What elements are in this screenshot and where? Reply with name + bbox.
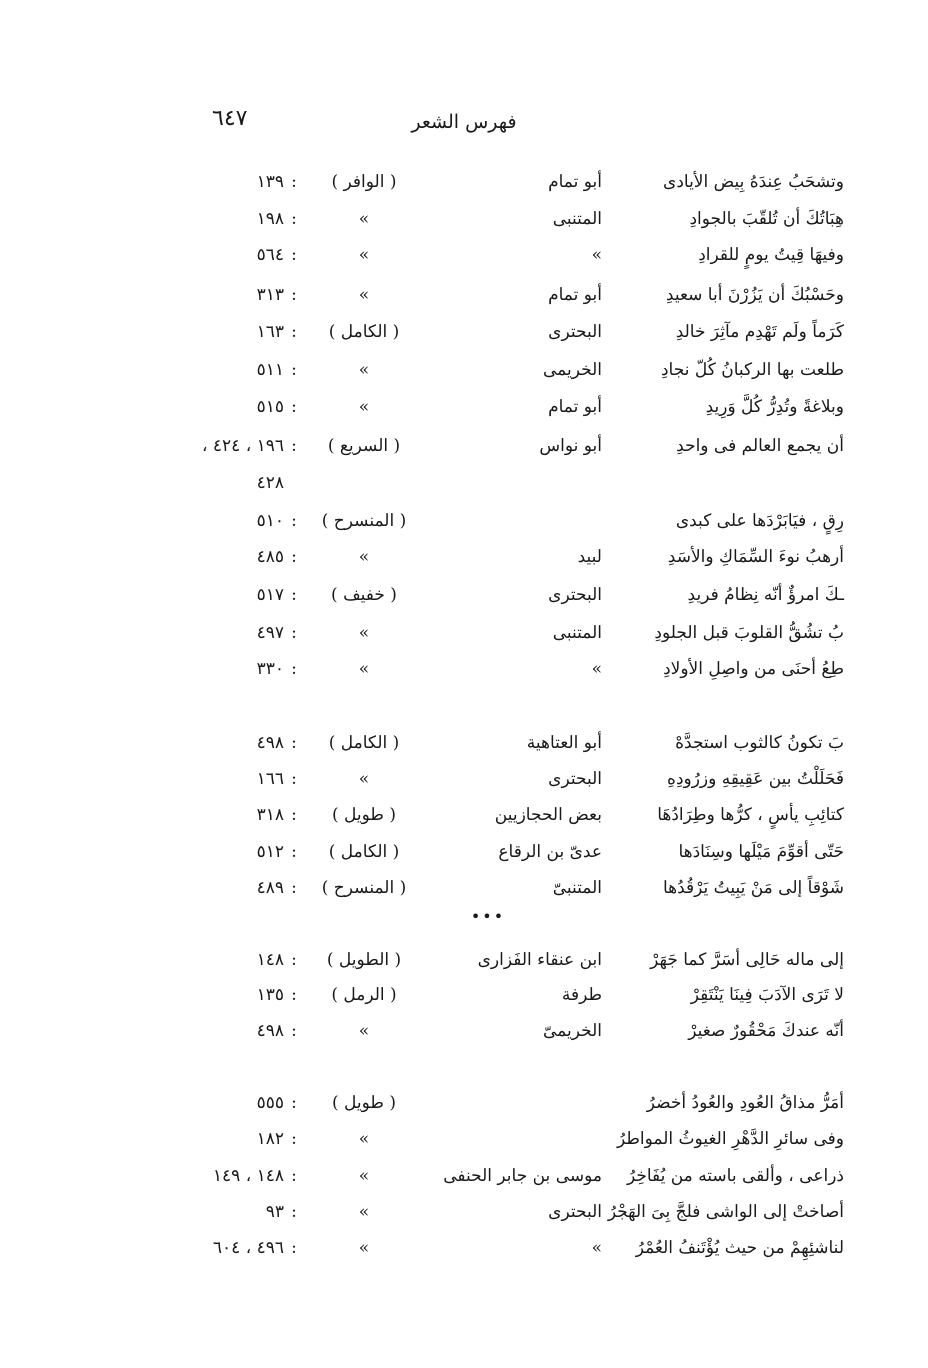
table-row xyxy=(0,469,928,501)
poet-name: » xyxy=(591,245,602,265)
page-references: ٤٨٥ xyxy=(256,547,284,567)
table-row xyxy=(0,1198,928,1230)
meter-name: » xyxy=(358,547,370,567)
page-references: ١٣٩ xyxy=(256,172,284,192)
poet-name: موسى بن جابر الحنفى xyxy=(443,1166,602,1186)
poet-name: البحترى xyxy=(548,769,602,789)
verse-fragment: أصاختْ إلى الواشى فلجَّ بِىَ الهَجْرُ xyxy=(607,1202,844,1222)
separator: : xyxy=(291,805,297,825)
separator: : xyxy=(291,659,297,679)
poet-name: » xyxy=(591,659,602,679)
page-references: ٣١٣ xyxy=(256,285,284,305)
page-references: ١٨٢ xyxy=(256,1129,284,1149)
verse-fragment: أرهبُ نوءَ السِّمَاكِ والأسَدِ xyxy=(667,547,844,567)
table-row xyxy=(0,1089,928,1121)
meter-name: ( السريع ) xyxy=(327,436,401,456)
separator: : xyxy=(291,285,297,305)
poet-name: ابن عنقاء الفَزارى xyxy=(477,950,602,970)
separator: : xyxy=(291,436,297,456)
separator: : xyxy=(291,1021,297,1041)
meter-name: ( الرمل ) xyxy=(331,985,397,1005)
separator: : xyxy=(291,1202,297,1222)
poet-name: أبو تمام xyxy=(548,285,602,305)
meter-name: ( المنسرح ) xyxy=(321,511,407,531)
verse-fragment: رِقٍ ، فيَابَرْدَها على كبدى xyxy=(675,511,844,531)
separator: : xyxy=(291,1166,297,1186)
meter-name: ( طويل ) xyxy=(332,1093,396,1113)
page-references: ١٩٨ xyxy=(256,209,284,229)
table-row xyxy=(0,168,928,200)
page-references: ٥١٠ xyxy=(256,511,284,531)
separator: : xyxy=(291,950,297,970)
verse-fragment: طِعُ أحنَى من واصِلِ الأولادِ xyxy=(663,659,844,679)
poet-name: المتنبى xyxy=(552,209,602,229)
page-references: ٥١٥ xyxy=(256,397,284,417)
page-references: ٤٨٩ xyxy=(256,878,284,898)
verse-fragment: وبلاغةً وتُدِرُّ كُلَّ وَرِيدِ xyxy=(705,397,844,417)
meter-name: » xyxy=(358,1129,370,1149)
poet-name: لبيد xyxy=(577,547,602,567)
separator: : xyxy=(291,1129,297,1149)
verse-fragment: فَحَلَلْتُ بين عَقِيقِهِ وزرُودِهِ xyxy=(667,769,844,789)
verse-fragment: ذراعى ، وألقى باسته من يُفَاخِرُ xyxy=(626,1166,844,1186)
separator: : xyxy=(291,878,297,898)
separator: : xyxy=(291,985,297,1005)
separator: : xyxy=(291,1093,297,1113)
verse-fragment: هِبَاتُكَ أن تُلقّبَ بالجوادِ xyxy=(689,209,844,229)
poet-name: البحترى xyxy=(548,1202,602,1222)
separator: : xyxy=(291,360,297,380)
table-row xyxy=(0,1125,928,1157)
verse-fragment: لناشئِهِمْ من حيث يُؤْتَنفُ العُمْرُ xyxy=(635,1238,844,1258)
meter-name: » xyxy=(358,1021,370,1041)
page-references: ٤٢٨ xyxy=(256,473,284,493)
table-row xyxy=(0,729,928,761)
table-row xyxy=(0,393,928,425)
poet-name: أبو تمام xyxy=(548,172,602,192)
verse-fragment: أمَرُّ مذاقُ العُودِ والعُودُ أخضرُ xyxy=(646,1093,844,1113)
meter-name: ( المنسرح ) xyxy=(321,878,407,898)
poet-name: البحترى xyxy=(548,322,602,342)
page-number: ٦٤٧ xyxy=(212,106,248,131)
separator: : xyxy=(291,1238,297,1258)
poet-name: أبو العتاهية xyxy=(526,733,602,753)
page-references: ١٤٨ xyxy=(256,950,284,970)
table-row xyxy=(0,655,928,687)
page-references: ١٣٥ xyxy=(256,985,284,1005)
separator: : xyxy=(291,172,297,192)
separator: : xyxy=(291,733,297,753)
verse-fragment: بَ تكونُ كالثوب استجدَّهْ xyxy=(675,733,844,753)
page-references: ٥٥٥ xyxy=(256,1093,284,1113)
poet-name: طرفة xyxy=(561,985,602,1005)
table-row xyxy=(0,619,928,651)
verse-fragment: بُ تشُقُّ القلوبَ قبل الجلودِ xyxy=(654,623,844,643)
poet-name: أبو نواس xyxy=(539,436,602,456)
separator: : xyxy=(291,209,297,229)
meter-name: » xyxy=(358,397,370,417)
page-references: ٣٣٠ xyxy=(256,659,284,679)
meter-name: ( طويل ) xyxy=(332,805,396,825)
meter-name: » xyxy=(358,659,370,679)
meter-name: » xyxy=(358,1166,370,1186)
table-row xyxy=(0,281,928,313)
page-references: ٥١١ xyxy=(256,360,284,380)
meter-name: ( الكامل ) xyxy=(328,733,400,753)
meter-name: » xyxy=(358,769,370,789)
table-row xyxy=(0,1162,928,1194)
table-row xyxy=(0,432,928,464)
table-row xyxy=(0,543,928,575)
page-references: ٤٩٨ xyxy=(256,733,284,753)
page-title: فهرس الشعر xyxy=(411,111,517,133)
verse-fragment: كتائِبِ يأسٍ ، كرُّها وطِرَادُهَا xyxy=(657,805,844,825)
table-row xyxy=(0,581,928,613)
verse-fragment: وتشحَبُ عِندَهُ بِيض الأيادى xyxy=(663,172,844,192)
table-row xyxy=(0,318,928,350)
table-row xyxy=(0,507,928,539)
page-references: ٤٩٦ ، ٦٠٤ xyxy=(212,1238,284,1258)
table-row xyxy=(0,241,928,273)
verse-fragment: أنّه عندكَ مَحْقُورٌ صغيرْ xyxy=(688,1021,844,1041)
verse-fragment: وحَسْبُكَ أن يَزُرْنَ أبا سعيدِ xyxy=(665,285,844,305)
meter-name: » xyxy=(358,623,370,643)
page-references: ٥١٧ xyxy=(256,585,284,605)
meter-name: » xyxy=(358,285,370,305)
poet-name: المتنبى xyxy=(552,623,602,643)
table-row xyxy=(0,946,928,978)
poet-name: » xyxy=(591,1238,602,1258)
verse-fragment: لا تَرَى الآدَبَ فِينَا يَنْتَقِرْ xyxy=(690,985,844,1005)
table-row xyxy=(0,1017,928,1049)
section-ellipsis: ••• xyxy=(470,907,506,926)
poet-name: الخريمىّ xyxy=(543,1021,602,1041)
meter-name: ( الطويل ) xyxy=(326,950,402,970)
table-row xyxy=(0,981,928,1013)
table-row xyxy=(0,205,928,237)
table-row xyxy=(0,838,928,870)
verse-fragment: ـكَ امرؤٌ أنّه نِظامُ فريدِ xyxy=(687,585,844,605)
meter-name: » xyxy=(358,360,370,380)
table-row xyxy=(0,356,928,388)
meter-name: ( الوافر ) xyxy=(331,172,397,192)
separator: : xyxy=(291,842,297,862)
poet-name: البحترى xyxy=(548,585,602,605)
separator: : xyxy=(291,397,297,417)
verse-fragment: وفيهَا قِيتُ يومٍ للقرادِ xyxy=(698,245,844,265)
separator: : xyxy=(291,585,297,605)
verse-fragment: شَوْقاً إلى مَنْ يَبِيتُ يَرْقُدُها xyxy=(662,878,844,898)
poet-name: المتنبىّ xyxy=(552,878,602,898)
table-row xyxy=(0,765,928,797)
poet-name: بعض الحجازيين xyxy=(494,805,602,825)
separator: : xyxy=(291,245,297,265)
page-references: ٤٩٧ xyxy=(256,623,284,643)
verse-fragment: طلعت بها الركبانُ كُلّ نجادِ xyxy=(660,360,844,380)
page-references: ١٦٦ xyxy=(256,769,284,789)
verse-fragment: وفى سائرِ الدَّهْرِ الغيوثُ المواطرُ xyxy=(617,1129,844,1149)
poet-name: أبو تمام xyxy=(548,397,602,417)
poet-name: الخريمى xyxy=(543,360,602,380)
separator: : xyxy=(291,322,297,342)
verse-fragment: كَرَماً ولَم تَهْدِم مآثِرَ خالدِ xyxy=(675,322,844,342)
separator: : xyxy=(291,769,297,789)
page-references: ٥١٢ xyxy=(256,842,284,862)
page-references: ١٦٣ xyxy=(256,322,284,342)
page-references: ٥٦٤ xyxy=(256,245,284,265)
table-row xyxy=(0,1234,928,1266)
separator: : xyxy=(291,511,297,531)
page-references: ٤٩٨ xyxy=(256,1021,284,1041)
table-row xyxy=(0,874,928,906)
table-row xyxy=(0,801,928,833)
meter-name: ( الكامل ) xyxy=(328,322,400,342)
meter-name: » xyxy=(358,1238,370,1258)
meter-name: » xyxy=(358,245,370,265)
page-references: ٩٣ xyxy=(265,1202,284,1222)
meter-name: ( الكامل ) xyxy=(328,842,400,862)
verse-fragment: أن يجمع العالم فى واحدِ xyxy=(676,436,844,456)
meter-name: » xyxy=(358,1202,370,1222)
page-references: ٣١٨ xyxy=(256,805,284,825)
page-references: ١٩٦ ، ٤٢٤ ، xyxy=(202,436,284,456)
separator: : xyxy=(291,547,297,567)
poet-name: عدىّ بن الرقاع xyxy=(498,842,602,862)
verse-fragment: حَتّى أقوِّمَ مَيْلَها وسِنَادَها xyxy=(678,842,844,862)
verse-fragment: إلى ماله حَالِى أسَرَّ كما جَهَرْ xyxy=(650,950,844,970)
meter-name: » xyxy=(358,209,370,229)
separator: : xyxy=(291,623,297,643)
page-references: ١٤٨ ، ١٤٩ xyxy=(212,1166,284,1186)
meter-name: ( خفيف ) xyxy=(331,585,397,605)
